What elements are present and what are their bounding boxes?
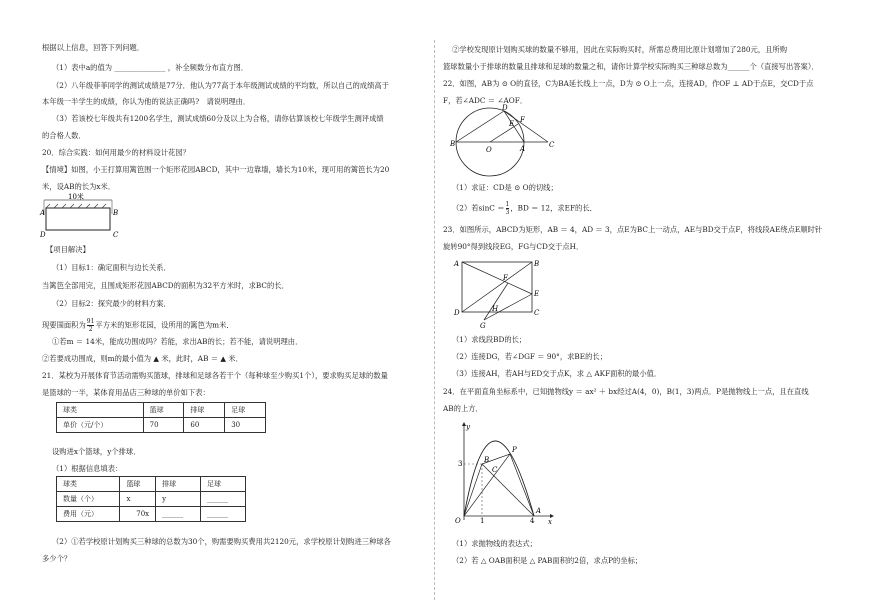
table-cell: 球类: [57, 477, 120, 492]
table-cell: 30: [225, 418, 266, 433]
table-cell: ______: [201, 507, 246, 522]
circle-figure: [448, 104, 560, 166]
svg-text:O: O: [455, 517, 461, 525]
fig-label-D: D: [40, 231, 46, 239]
svg-text:C: C: [534, 309, 540, 317]
garden-figure: [40, 193, 120, 240]
q19-part3: （3）若该校七年级共有1200名学生，测试成绩60分及以上为合格，请你估算该校七年级学生测评成绩: [52, 114, 384, 123]
svg-text:A: A: [536, 507, 542, 515]
q20-goal1-task: 当篱笆全部用完，且围成矩形花园ABCD的面积为32平方米时，求BC的长．: [42, 281, 289, 290]
svg-text:F: F: [503, 274, 508, 282]
q21-setup: 设购进x个篮球，y个排球．: [52, 447, 141, 456]
q23-part2: （2）连接DG，若∠DGF ＝ 90°，求BE的长；: [452, 352, 608, 361]
svg-text:F: F: [520, 116, 525, 124]
svg-text:y: y: [466, 423, 470, 431]
rectangle-figure: [452, 256, 548, 330]
svg-text:E: E: [534, 290, 540, 298]
svg-text:C: C: [492, 466, 498, 474]
q22-title-cont: F，若∠ADC ＝ ∠AOF．: [443, 96, 528, 105]
q20-goal2: （2）目标2：探究最少的材料方案．: [52, 299, 171, 308]
q22-part2: （2）若sinC ＝ $\frac{1}{3}$ ，BD ＝ 12，求EF的长．: [452, 201, 597, 216]
table-cell: 球类: [57, 403, 144, 418]
svg-text:x: x: [548, 518, 552, 526]
q23-part3: （3）连接AH，若AH与ED交于点K，求 △ AKF面积的最小值．: [452, 369, 662, 378]
q20-sub1: ①若m ＝ 14米，能成功围成吗？若能，求出AB的长；若不能，请说明理由．: [52, 337, 303, 346]
q19-part3-cont: 的合格人数．: [42, 131, 86, 140]
table-cell: ______: [201, 492, 246, 507]
table-cell: 足球: [225, 403, 266, 418]
svg-text:B: B: [534, 260, 540, 268]
svg-text:P: P: [512, 446, 517, 454]
svg-text:E: E: [509, 120, 515, 128]
table-cell: 70: [143, 418, 184, 433]
q19-part1: （1）表中a的值为 ______________ ，补全频数分布直方图．: [52, 63, 249, 72]
q23-title-cont: 旋转90°得到线段EG，FG与CD交于点H．: [443, 242, 584, 251]
table-cell: 数量（个）: [57, 492, 120, 507]
q24-part2: （2）若 △ OAB面积是 △ PAB面积的2倍，求点P的坐标；: [452, 556, 643, 565]
q22-title: 22．如图，AB为 ⊙ O的直径，C为BA延长线上一点，D为 ⊙ O上一点，连接AD，作OF ⊥ AD于点E，交CD于点: [443, 79, 814, 88]
table-cell: 篮球: [120, 477, 156, 492]
table-cell: 足球: [201, 477, 246, 492]
q24-part1: （1）求抛物线的表达式；: [452, 539, 537, 548]
svg-text:A: A: [520, 145, 526, 153]
table-cell: ______: [156, 507, 201, 522]
table-row: [57, 492, 246, 507]
q19-intro: 根据以上信息，回答下列问题．: [42, 43, 145, 52]
q21-part2b-cont: 篮球数量小于排球的数量且排球和足球的数量之和，请你计算学校实际购买三种球总数为______个（直接写出答案）．: [443, 62, 819, 71]
table-cell: 单价（元/个）: [57, 418, 144, 433]
q21-part1: （1）根据信息填表：: [52, 464, 123, 473]
fig-label-B: B: [113, 209, 119, 217]
q21-part2b: ②学校发现原计划购买球的数量不够用，因此在实际购买时，所需总费用比原计划增加了280元，且所购: [452, 45, 787, 54]
svg-text:1: 1: [480, 517, 485, 525]
svg-text:A: A: [454, 260, 460, 268]
svg-text:D: D: [502, 104, 508, 112]
table-row: [57, 477, 246, 492]
fig-label-C: C: [113, 231, 119, 239]
q21-title-cont: 是篮球的一半，某体育用品店三种球的单价如下表：: [42, 388, 210, 397]
q24-title-cont: AB的上方．: [443, 404, 483, 413]
q20-context-cont: 米，设AB的长为x米．: [42, 182, 116, 191]
table-cell: 排球: [184, 403, 225, 418]
q23-title: 23．如图所示，ABCD为矩形，AB ＝ 4，AD ＝ 3，点E为BC上一动点，AE与BD交于点F，将线段AE绕点E顺时针: [443, 225, 823, 234]
table-row: [57, 418, 266, 433]
table-cell: 费用（元）: [57, 507, 120, 522]
price-table: [56, 402, 266, 433]
q21-part2-cont: 多少个？: [42, 554, 72, 563]
svg-text:B: B: [450, 140, 456, 148]
table-cell: x: [120, 492, 156, 507]
q21-title: 21．某校为开展体育节活动需购买篮球，排球和足球各若干个（每种球至少购买1个），要求购买足球的数量: [42, 371, 388, 380]
q24-title: 24．在平面直角坐标系中，已知抛物线y ＝ ax² ＋ bx经过A(4，0)，B(1，3)两点．P是抛物线上一点，且在直线: [443, 387, 809, 396]
table-row: [57, 507, 246, 522]
q23-part1: （1）求线段BD的长；: [452, 335, 527, 344]
column-divider: [434, 40, 435, 600]
fig-label-A: A: [40, 209, 46, 217]
svg-text:O: O: [486, 146, 492, 154]
svg-text:G: G: [480, 322, 486, 330]
fig-wall-label: 10米: [68, 193, 84, 201]
table-row: [57, 403, 266, 418]
svg-text:D: D: [454, 309, 460, 317]
svg-text:H: H: [492, 305, 499, 313]
parabola-figure: [450, 420, 560, 524]
table-cell: 排球: [156, 477, 201, 492]
svg-text:B: B: [484, 456, 490, 464]
q20-project-heading: 【项目解决】: [46, 245, 90, 254]
q19-part2-cont: 本年级一半学生的成绩，你认为他的说法正确吗? 请说明理由．: [42, 97, 251, 106]
q20-goal2-text: 现要围面积为 $\frac{91}{2}$ 平方米的矩形花园，设所用的篱笆为m米．: [42, 318, 234, 333]
table-cell: 篮球: [143, 403, 184, 418]
q22-part1: （1）求证：CD是 ⊙ O的切线；: [452, 183, 558, 192]
q21-part2: （2）①若学校原计划购买三种球的总数为30个，购需要购买费用共2120元，求学校原计划购进三种球各: [52, 537, 391, 546]
table-cell: y: [156, 492, 201, 507]
info-table: [56, 476, 246, 522]
table-cell: 60: [184, 418, 225, 433]
q20-title: 20．综合实践：如何用最少的材料设计花园？: [42, 148, 190, 157]
q20-context: 【情境】如图，小王打算用篱笆围一个矩形花园ABCD，其中一边靠墙，墙长为10米，现可用的篱笆长为20: [42, 165, 390, 174]
table-cell: 70x: [120, 507, 156, 522]
svg-text:C: C: [549, 141, 555, 149]
svg-text:3: 3: [458, 460, 463, 468]
q19-part2: （2）八年级菲菲同学的测试成绩是77分．他认为77高于本年级测试成绩的平均数，所以自己的成绩高于: [52, 81, 389, 90]
q20-sub2: ②若要成功围成，则m的最小值为 ▲ 米，此时，AB ＝ ▲ 米．: [42, 354, 243, 363]
svg-text:4: 4: [530, 517, 535, 525]
q20-goal1: （1）目标1：确定面积与边长关系．: [52, 263, 171, 272]
